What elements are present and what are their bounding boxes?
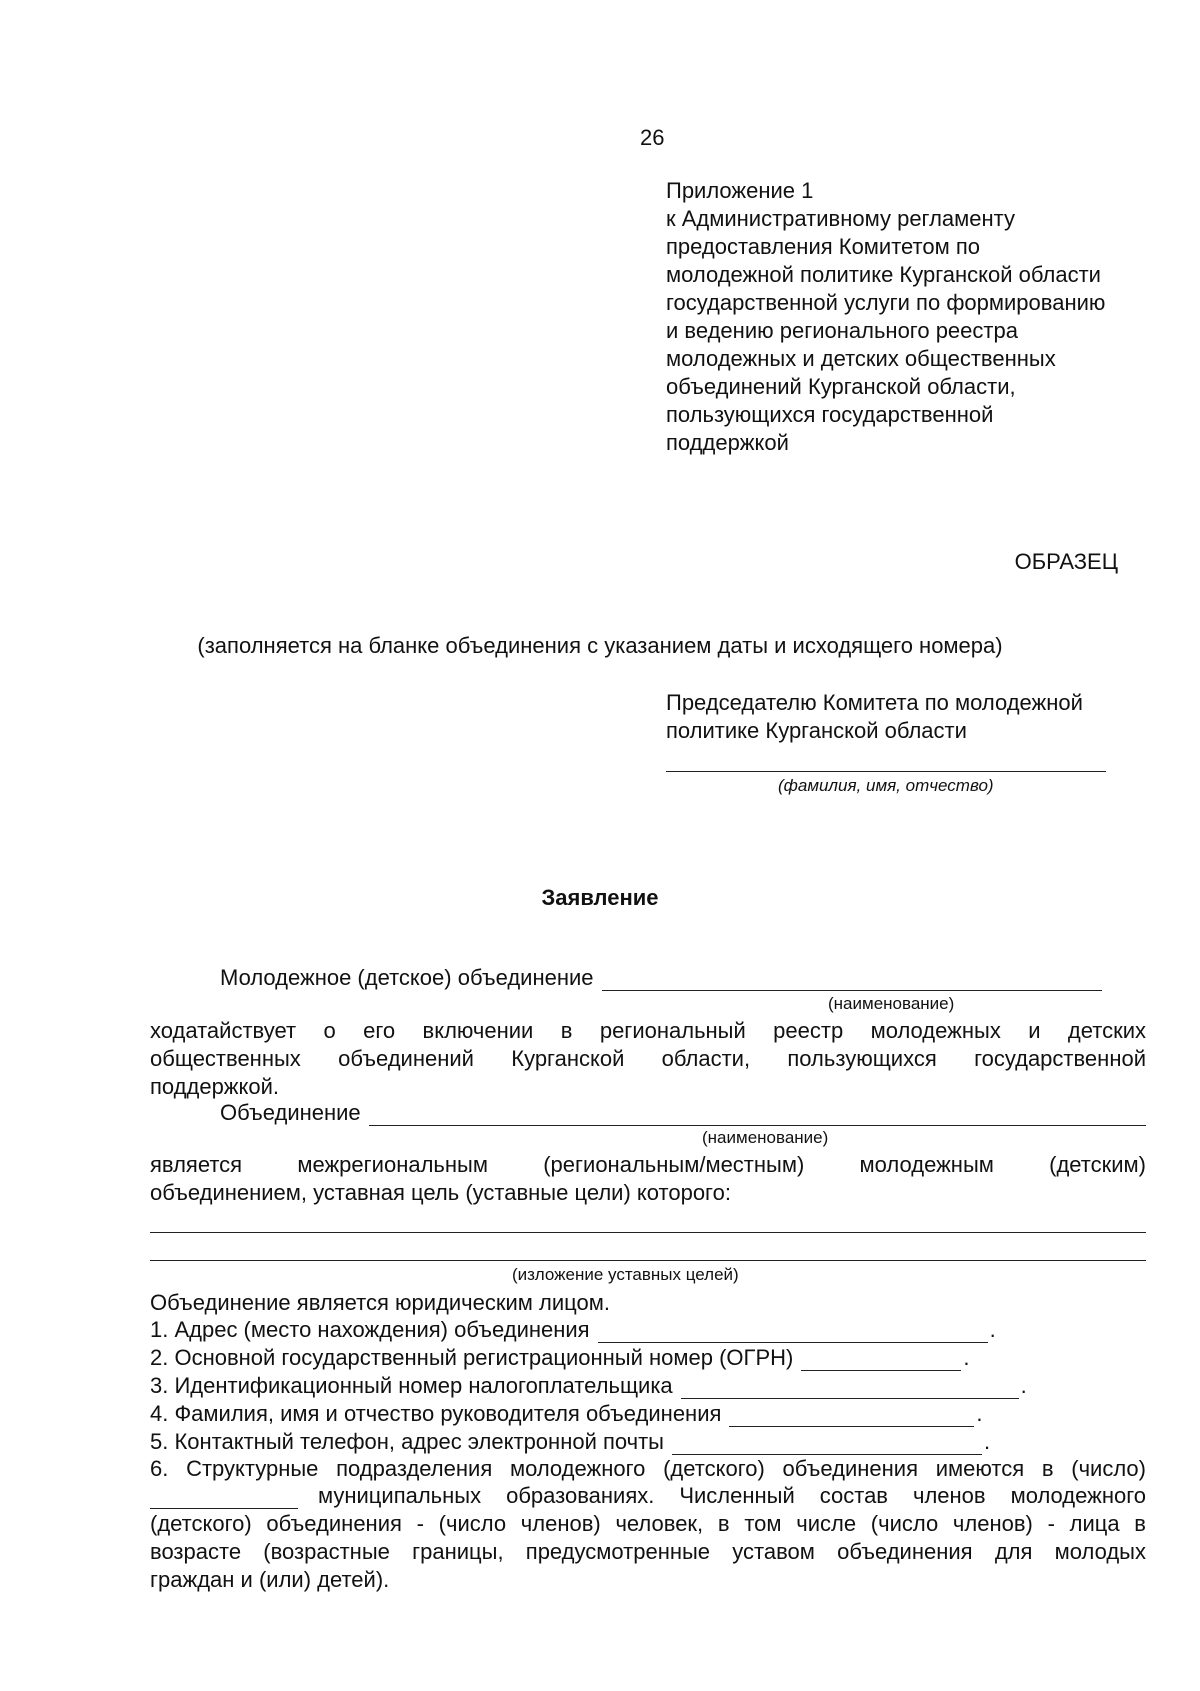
sample-label: ОБРАЗЕЦ: [1014, 549, 1118, 574]
association-name-row: [150, 964, 1146, 991]
appendix-line: государственной услуги по формированию: [666, 290, 1106, 315]
list-item-label: 5. Контактный телефон, адрес электронной почты: [150, 1429, 664, 1454]
association-name-caption: (наименование): [828, 994, 955, 1013]
page-number: 26: [640, 125, 665, 150]
list-item: [150, 1400, 983, 1427]
list-item: [150, 1316, 996, 1343]
appendix-line: объединений Курганской области,: [666, 374, 1016, 399]
list-item-label: 2. Основной государственный регистрационный номер (ОГРН): [150, 1345, 794, 1370]
appendix-line: пользующихся государственной: [666, 402, 994, 427]
legal-entity-statement: Объединение является юридическим лицом.: [150, 1290, 610, 1315]
list-item-end: .: [984, 1429, 991, 1454]
paragraph-line: общественных объединений Курганской области, пользующихся государственной: [150, 1046, 1146, 1071]
document-title: Заявление: [541, 885, 659, 910]
list-item: [150, 1428, 990, 1455]
paragraph-line: является межрегиональным (региональным/местным) молодежным (детским): [150, 1152, 1146, 1177]
appendix-block: [666, 177, 1166, 457]
paragraph-line: (детского) объединения - (число членов) человек, в том числе (число членов) - лица в: [150, 1511, 1146, 1536]
municipalities-count-blank[interactable]: [150, 1488, 298, 1509]
list-item: [150, 1344, 969, 1371]
association-label: Объединение: [220, 1100, 361, 1125]
list-item-label: 3. Идентификационный номер налогоплательщика: [150, 1373, 673, 1398]
appendix-line: поддержкой: [666, 430, 789, 455]
ogrn-blank[interactable]: [801, 1350, 961, 1371]
addressee-name-caption: (фамилия, имя, отчество): [778, 776, 994, 795]
association-row: [150, 1099, 1146, 1126]
paragraph-line: объединением, уставная цель (уставные цели) которого:: [150, 1180, 731, 1205]
fill-instruction: (заполняется на бланке объединения с указанием даты и исходящего номера): [197, 633, 1003, 658]
list-item-label: 1. Адрес (место нахождения) объединения: [150, 1317, 590, 1342]
appendix-line: молодежных и детских общественных: [666, 346, 1056, 371]
list-item-end: .: [963, 1345, 970, 1370]
paragraph-line: возрасте (возрастные границы, предусмотренные уставом объединения для молодых: [150, 1539, 1146, 1564]
addressee-line: политике Курганской области: [666, 718, 967, 743]
item6-row: [150, 1482, 1146, 1509]
association-name-blank[interactable]: [602, 970, 1102, 991]
leader-name-blank[interactable]: [729, 1406, 974, 1427]
appendix-line: Приложение 1: [666, 178, 814, 203]
addressee-name-line[interactable]: [666, 771, 1106, 772]
list-item: [150, 1372, 1027, 1399]
association-blank[interactable]: [369, 1105, 1146, 1126]
statutory-goals-caption: (изложение уставных целей): [512, 1265, 739, 1284]
statutory-goals-line[interactable]: [150, 1232, 1146, 1233]
appendix-line: молодежной политике Курганской области: [666, 262, 1101, 287]
addressee-line: Председателю Комитета по молодежной: [666, 690, 1083, 715]
paragraph-line: 6. Структурные подразделения молодежного (детского) объединения имеются в (число): [150, 1456, 1146, 1481]
appendix-line: предоставления Комитетом по: [666, 234, 981, 259]
list-item-end: .: [976, 1401, 983, 1426]
appendix-line: и ведению регионального реестра: [666, 318, 1018, 343]
paragraph-line: ходатайствует о его включении в региональный реестр молодежных и детских: [150, 1018, 1146, 1043]
statutory-goals-line[interactable]: [150, 1260, 1146, 1261]
paragraph-line: муниципальных образованиях. Численный состав членов молодежного: [318, 1483, 1146, 1508]
addressee-block: [666, 689, 1146, 745]
list-item-label: 4. Фамилия, имя и отчество руководителя объединения: [150, 1401, 722, 1426]
address-blank[interactable]: [598, 1322, 988, 1343]
list-item-end: .: [1020, 1373, 1027, 1398]
paragraph-line: поддержкой.: [150, 1074, 280, 1099]
association-caption: (наименование): [702, 1128, 829, 1147]
appendix-line: к Административному регламенту: [666, 206, 1016, 231]
paragraph-line: граждан и (или) детей).: [150, 1567, 390, 1592]
list-item-end: .: [989, 1317, 996, 1342]
contact-blank[interactable]: [672, 1434, 982, 1455]
association-name-label: Молодежное (детское) объединение: [220, 965, 594, 990]
inn-blank[interactable]: [681, 1378, 1019, 1399]
